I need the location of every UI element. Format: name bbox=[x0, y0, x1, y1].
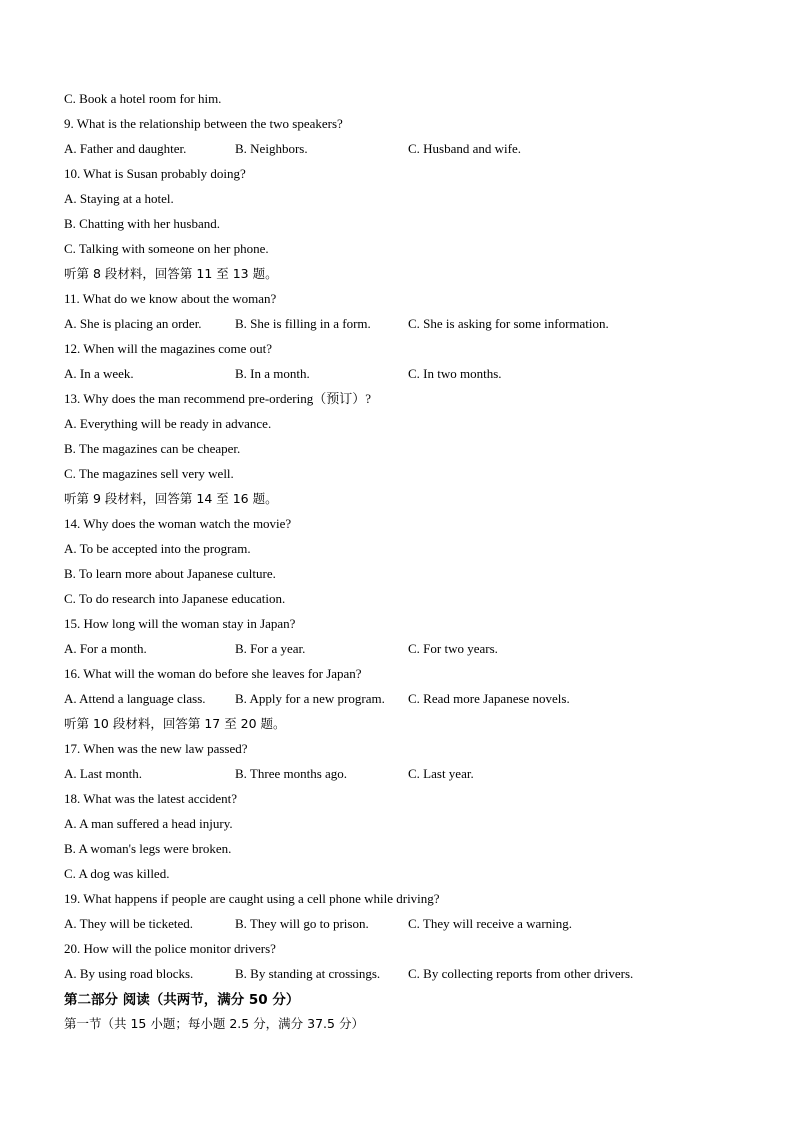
option-b: B. Chatting with her husband. bbox=[64, 216, 220, 231]
option-a: A. Staying at a hotel. bbox=[64, 191, 174, 206]
question-12: 12. When will the magazines come out? bbox=[64, 341, 273, 356]
option-b: B. In a month. bbox=[235, 366, 310, 381]
question-18: 18. What was the latest accident? bbox=[64, 791, 238, 806]
option-a: A. Everything will be ready in advance. bbox=[64, 416, 272, 431]
options-row-19 bbox=[64, 913, 744, 938]
section-instruction-10: 听第 10 段材料，回答第 17 至 20 题。 bbox=[64, 716, 286, 731]
option-b: B. Neighbors. bbox=[235, 141, 308, 156]
option-a: A. Attend a language class. bbox=[64, 691, 206, 706]
option-a: A. For a month. bbox=[64, 641, 147, 656]
option-c: C. To do research into Japanese education. bbox=[64, 591, 286, 606]
option-c: C. She is asking for some information. bbox=[408, 316, 609, 331]
section-instruction-9: 听第 9 段材料，回答第 14 至 16 题。 bbox=[64, 491, 278, 506]
question-17: 17. When was the new law passed? bbox=[64, 741, 248, 756]
option-b: B. For a year. bbox=[235, 641, 306, 656]
option-a: A. Last month. bbox=[64, 766, 142, 781]
option-b: B. Three months ago. bbox=[235, 766, 348, 781]
question-19: 19. What happens if people are caught using a cell phone while driving? bbox=[64, 891, 440, 906]
option-a: A. Father and daughter. bbox=[64, 141, 187, 156]
question-14: 14. Why does the woman watch the movie? bbox=[64, 516, 292, 531]
option-b: B. By standing at crossings. bbox=[235, 966, 381, 981]
option-a: A. In a week. bbox=[64, 366, 134, 381]
section-instruction-8: 听第 8 段材料，回答第 11 至 13 题。 bbox=[64, 266, 278, 281]
option-c: C. Read more Japanese novels. bbox=[408, 691, 570, 706]
question-20: 20. How will the police monitor drivers? bbox=[64, 941, 276, 956]
options-row-17 bbox=[64, 763, 744, 788]
question-11: 11. What do we know about the woman? bbox=[64, 291, 277, 306]
options-row-20 bbox=[64, 963, 744, 988]
options-row-11 bbox=[64, 313, 744, 338]
question-10: 10. What is Susan probably doing? bbox=[64, 166, 246, 181]
options-row-16 bbox=[64, 688, 744, 713]
question-13: 13. Why does the man recommend pre-ordering（预订）? bbox=[64, 391, 371, 406]
option-b: B. A woman's legs were broken. bbox=[64, 841, 232, 856]
options-row-12 bbox=[64, 363, 744, 388]
section-1-heading: 第一节（共 15 小题；每小题 2.5 分，满分 37.5 分） bbox=[64, 1016, 364, 1031]
option-c: C. A dog was killed. bbox=[64, 866, 170, 881]
option-c: C. Husband and wife. bbox=[408, 141, 522, 156]
option-c: C. The magazines sell very well. bbox=[64, 466, 234, 481]
option-b: B. She is filling in a form. bbox=[235, 316, 371, 331]
page-content bbox=[64, 88, 744, 1038]
option-c: C. They will receive a warning. bbox=[408, 916, 573, 931]
option-a: A. By using road blocks. bbox=[64, 966, 194, 981]
option-c: C. Talking with someone on her phone. bbox=[64, 241, 269, 256]
option-b: B. They will go to prison. bbox=[235, 916, 369, 931]
question-9: 9. What is the relationship between the two speakers? bbox=[64, 116, 343, 131]
option-a: A. She is placing an order. bbox=[64, 316, 202, 331]
option-a: A. To be accepted into the program. bbox=[64, 541, 251, 556]
options-row-15 bbox=[64, 638, 744, 663]
option-c: C. In two months. bbox=[408, 366, 502, 381]
option-c: C. By collecting reports from other drivers. bbox=[408, 966, 634, 981]
options-row-9 bbox=[64, 138, 744, 163]
option-a: A. A man suffered a head injury. bbox=[64, 816, 233, 831]
option-b: B. Apply for a new program. bbox=[235, 691, 385, 706]
option-b: B. To learn more about Japanese culture. bbox=[64, 566, 276, 581]
part-2-heading: 第二部分 阅读（共两节，满分 50 分） bbox=[64, 992, 300, 1008]
question-16: 16. What will the woman do before she leaves for Japan? bbox=[64, 666, 362, 681]
option-b: B. The magazines can be cheaper. bbox=[64, 441, 241, 456]
option-c: C. For two years. bbox=[408, 641, 498, 656]
question-15: 15. How long will the woman stay in Japan? bbox=[64, 616, 296, 631]
option-c: C. Last year. bbox=[408, 766, 474, 781]
option-line: C. Book a hotel room for him. bbox=[64, 91, 222, 106]
option-a: A. They will be ticketed. bbox=[64, 916, 194, 931]
